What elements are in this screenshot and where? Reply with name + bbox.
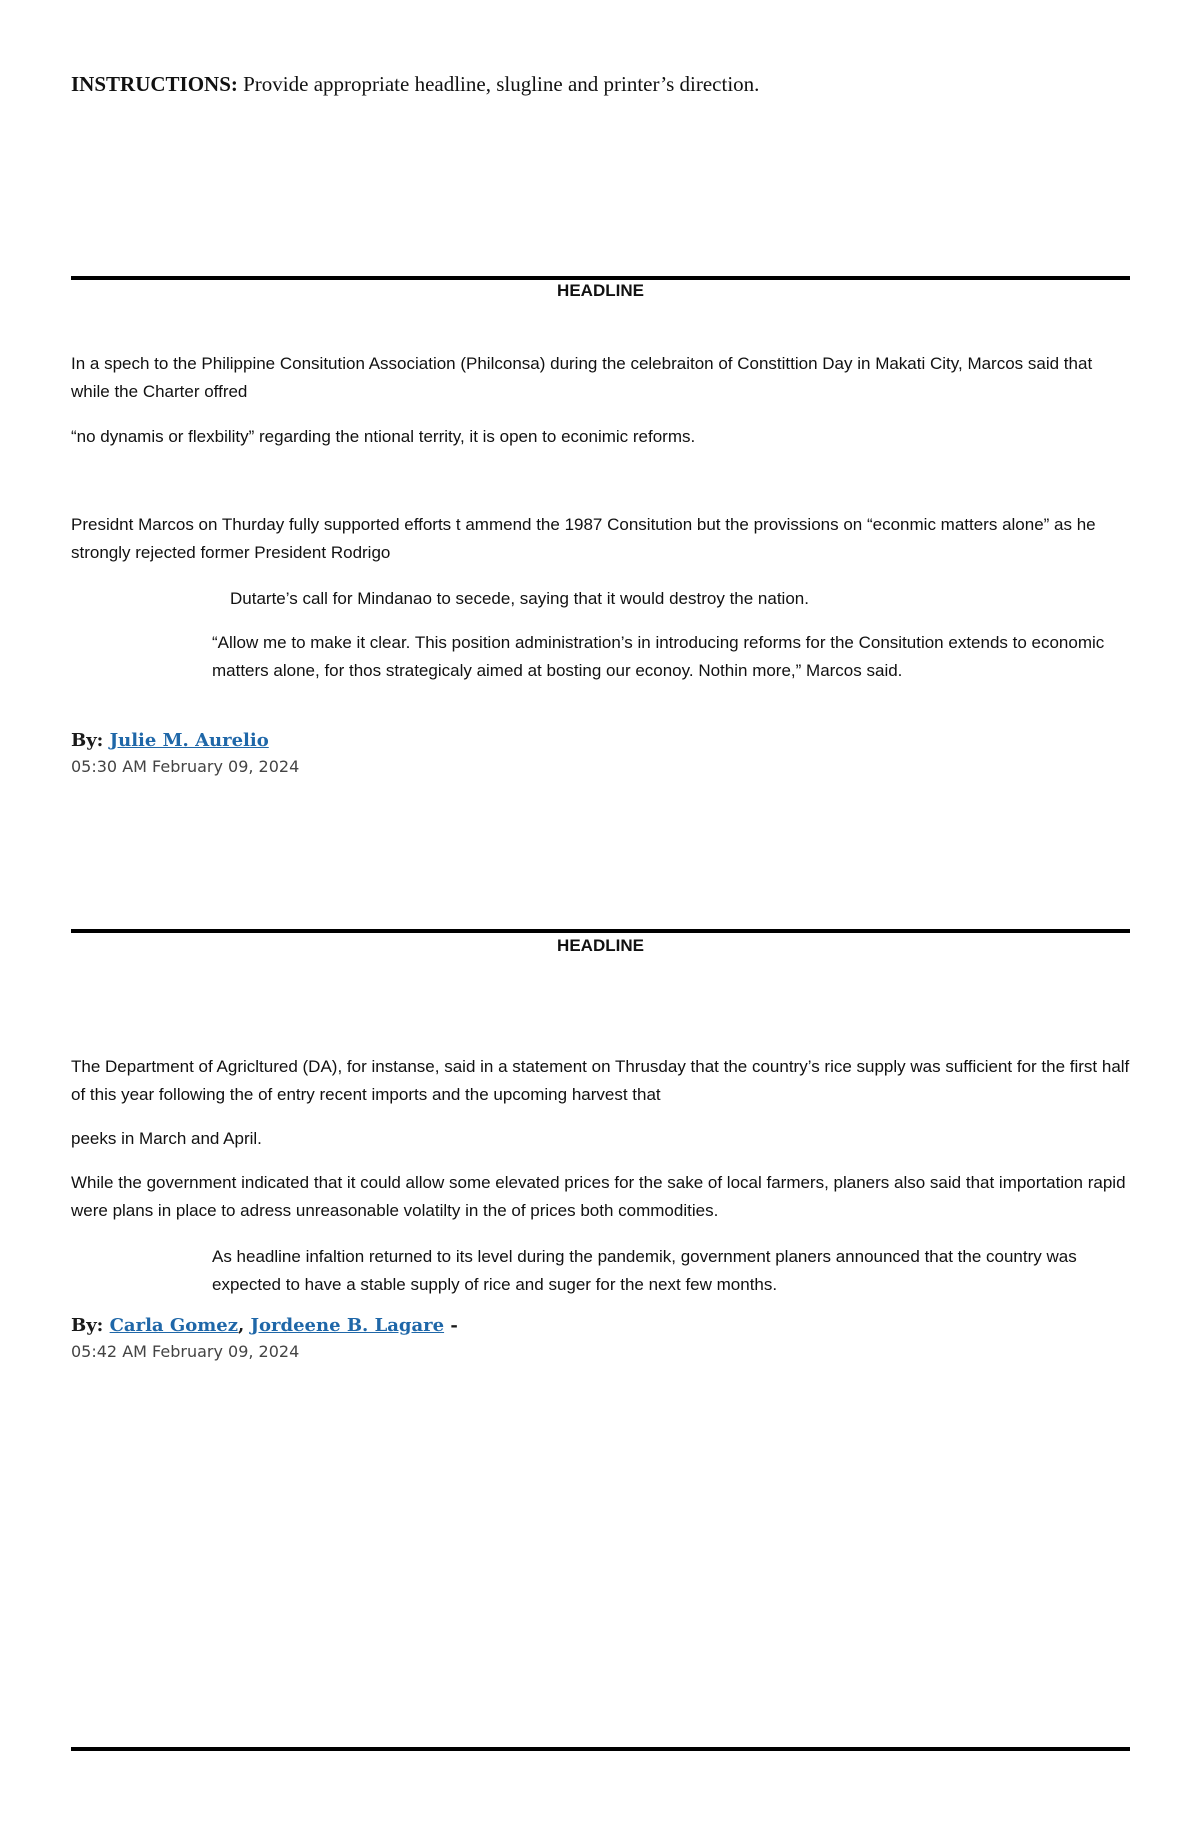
article2-byline <box>71 1315 458 1336</box>
article1-paragraph: In a spech to the Philippine Consitution Association (Philconsa) during the celebraiton of Constittion Day in Makati City, Marcos said that while the Charter offred <box>71 354 1093 401</box>
article2-top-rule <box>71 929 1130 933</box>
article1-date: 05:30 AM February 09, 2024 <box>71 757 300 776</box>
author-link[interactable]: Carla Gomez <box>109 1315 238 1336</box>
article2-date: 05:42 AM February 09, 2024 <box>71 1342 300 1361</box>
article2-paragraph: The Department of Agricltured (DA), for instanse, said in a statement on Thrusday that the country’s rice supply was sufficient for the first half of this year following the of entry recent imports and the upcoming harvest that <box>71 1057 1130 1104</box>
author-separator: , <box>237 1315 245 1336</box>
article2-paragraph: While the government indicated that it could allow some elevated prices for the sake of local farmers, planers also said that importation rapid were plans in place to adress unreasonable volatilty in the of prices both commodities. <box>71 1173 1126 1220</box>
article1-paragraph: Presidnt Marcos on Thurday fully supported efforts t ammend the 1987 Consitution but the provissions on “econmic matters alone” as he strongly rejected former President Rodrigo <box>71 515 1096 562</box>
bottom-rule <box>71 1747 1130 1751</box>
article2-headline: HEADLINE <box>557 936 644 955</box>
instructions-label: INSTRUCTIONS: <box>71 72 238 96</box>
author-link[interactable]: Julie M. Aurelio <box>109 730 269 751</box>
article1-byline <box>71 730 269 751</box>
author-link[interactable]: Jordeene B. Lagare <box>250 1315 445 1336</box>
byline-prefix: By: <box>71 1315 104 1336</box>
article1-paragraph: Dutarte’s call for Mindanao to secede, saying that it would destroy the nation. <box>230 589 809 608</box>
byline-prefix: By: <box>71 730 104 751</box>
article1-top-rule <box>71 276 1130 280</box>
instructions <box>71 72 759 97</box>
article1-paragraph: “no dynamis or flexbility” regarding the ntional territy, it is open to econimic reforms. <box>71 427 696 446</box>
instructions-text: Provide appropriate headline, slugline and printer’s direction. <box>237 72 760 96</box>
article1-quote: “Allow me to make it clear. This position administration’s in introducing reforms for the Consitution extends to economic matters alone, for thos strategicaly aimed at bosting our econoy. Nothin more,” Marcos said. <box>212 633 1105 680</box>
byline-dash: - <box>444 1315 458 1336</box>
article1-headline: HEADLINE <box>557 281 644 300</box>
article2-paragraph: peeks in March and April. <box>71 1129 262 1148</box>
article2-paragraph: As headline infaltion returned to its level during the pandemik, government planers announced that the country was expected to have a stable supply of rice and suger for the next few months. <box>212 1247 1077 1294</box>
